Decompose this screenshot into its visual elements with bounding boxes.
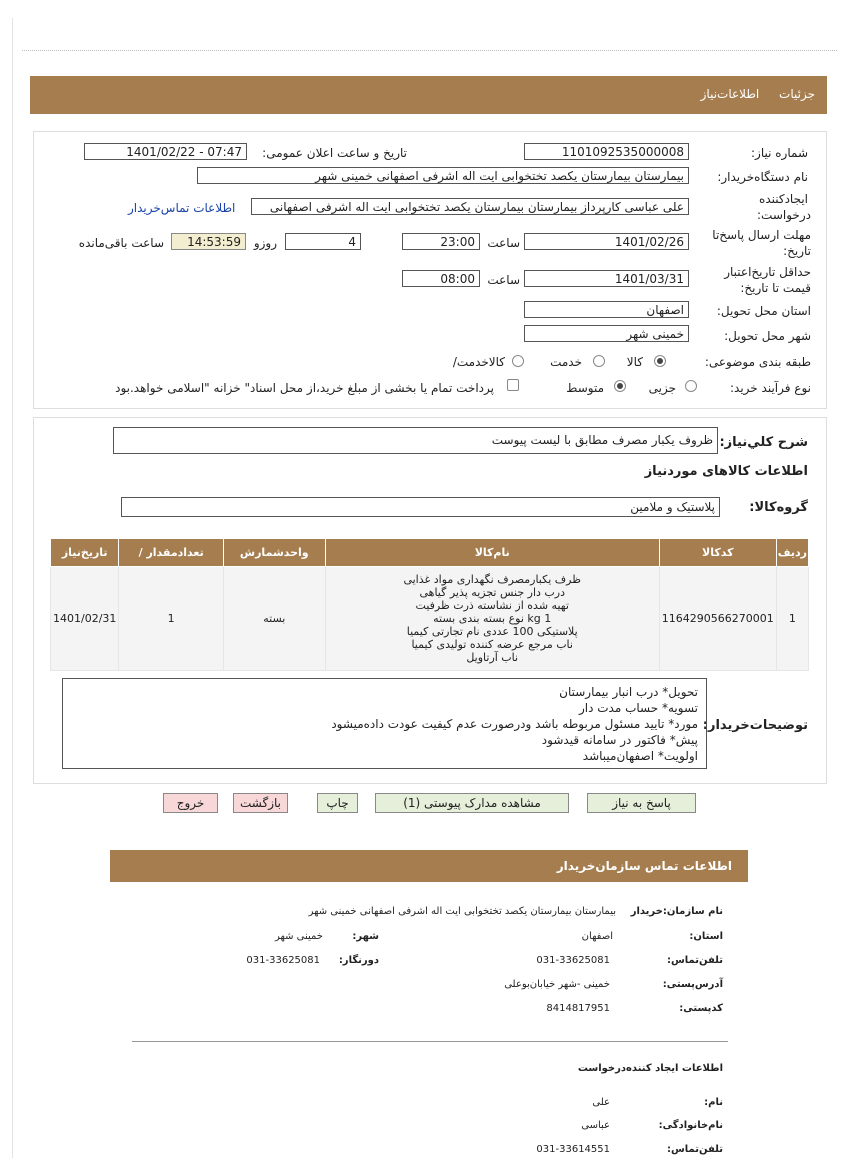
row-number: 1 xyxy=(776,567,808,671)
row-name xyxy=(325,567,659,671)
buyer-notes-label: توضیحات‌خریدار: xyxy=(702,718,808,733)
validity-date-field: 1401/03/31 xyxy=(524,270,689,287)
header-tabs xyxy=(685,87,815,101)
creator-first-name-value: علی xyxy=(592,1097,610,1108)
deadline-time-label: ساعت xyxy=(487,236,520,250)
days-label: روزو xyxy=(253,236,277,250)
col-qty: تعدادمقدار / xyxy=(119,539,224,567)
contact-address-value: خمینی -شهر خیابان‌بوعلی xyxy=(504,979,610,990)
creator-last-name-label: نام‌خانوادگی: xyxy=(658,1120,723,1131)
contact-postal-value: 8414817951 xyxy=(546,1003,610,1014)
process-label: نوع فرآیند خرید: xyxy=(730,381,811,395)
row-code: 1164290566270001 xyxy=(659,567,776,671)
remaining-time-label: ساعت باقی‌مانده xyxy=(78,236,164,250)
contact-province-value: اصفهان xyxy=(581,931,613,942)
buyer-contact-link[interactable]: اطلاعات تماس‌خریدار xyxy=(128,201,236,215)
note-line: تحویل* درب انبار بیمارستان xyxy=(559,685,698,699)
table-row xyxy=(51,567,809,671)
note-line: اولویت* اصفهان‌میباشد xyxy=(582,749,698,763)
goods-group-label: گروه‌کالا: xyxy=(749,500,808,515)
summary-title-label: شرح کلي‌نیاز: xyxy=(719,435,808,450)
goods-table-header xyxy=(51,539,809,567)
summary-title-field: ظروف یکبار مصرف مطابق با لیست پیوست xyxy=(113,427,718,454)
note-line: مورد* تایید مسئول مربوطه باشد ودرصورت عدم کیفیت عودت داده‌میشود xyxy=(331,717,698,731)
category-service-radio[interactable] xyxy=(593,355,605,367)
buyer-notes-box xyxy=(62,678,707,769)
contact-postal-label: کد‌پستی: xyxy=(679,1003,723,1014)
row-unit: بسته xyxy=(223,567,325,671)
row-name-line: درب دار جنس تجزیه پذیر گیاهی xyxy=(419,586,565,599)
col-name: نام‌کالا xyxy=(325,539,659,567)
contact-heading-bar xyxy=(110,850,748,882)
exit-button[interactable]: خروج xyxy=(163,793,218,813)
treasury-payment-checkbox[interactable] xyxy=(507,379,519,391)
process-medium-label: متوسط xyxy=(566,381,604,395)
col-code: کدکالا xyxy=(659,539,776,567)
note-line: تسویه* حساب مدت دار xyxy=(578,701,698,715)
goods-group-field: پلاستیک و ملامین xyxy=(121,497,720,517)
validity-label-line2: قیمت تا تاریخ: xyxy=(740,281,811,295)
announce-datetime-field: 1401/02/22 - 07:47 xyxy=(84,143,247,160)
header-bar xyxy=(30,76,827,114)
top-dotted-divider xyxy=(22,50,837,51)
contact-org-value: بیمارستان بیمارستان یکصد تختخوابی ایت اله اشرفی اصفهانی خمینی شهر xyxy=(308,906,616,917)
creator-phone-value: 031-33614551 xyxy=(536,1144,610,1155)
deadline-label-line2: تاریخ: xyxy=(783,244,811,258)
category-goods-service-label: کالاخدمت/ xyxy=(452,355,505,369)
need-number-label: شماره نیاز: xyxy=(751,146,808,160)
category-goods-radio[interactable] xyxy=(654,355,666,367)
row-name-line: ناب آرتاویل xyxy=(466,651,519,664)
contact-phone-value: 031-33625081 xyxy=(536,955,610,966)
process-partial-radio[interactable] xyxy=(685,380,697,392)
contact-phone-label: تلفن‌تماس: xyxy=(666,955,723,966)
view-attachments-button[interactable]: مشاهده مدارک پیوستی (1) xyxy=(375,793,569,813)
treasury-payment-note: پرداخت تمام یا بخشی از مبلغ خرید،از محل اسناد" خزانه "اسلامی خواهد.بود xyxy=(115,381,494,395)
page-left-rule xyxy=(12,18,13,1158)
province-label: استان محل تحویل: xyxy=(716,304,811,318)
creator-phone-label: تلفن‌تماس: xyxy=(666,1144,723,1155)
contact-divider xyxy=(132,1041,728,1042)
province-field: اصفهان xyxy=(524,301,689,318)
row-date: 1401/02/31 xyxy=(51,567,119,671)
category-goods-service-radio[interactable] xyxy=(512,355,524,367)
row-name-line: تهیه شده از نشاسته ذرت ظرفیت xyxy=(415,599,569,612)
col-unit: واحدشمارش xyxy=(223,539,325,567)
row-name-line: 1 kg نوع بسته بندی بسته xyxy=(433,612,552,625)
deadline-label-line1: مهلت ارسال پاسخ‌تا xyxy=(712,228,811,242)
row-name-line: پلاستیکی 100 عددی نام تجارتی کیمیا xyxy=(406,625,578,638)
category-goods-label: کالا xyxy=(626,355,643,369)
remaining-time-field: 14:53:59 xyxy=(171,233,246,250)
contact-fax-label: دورنگار: xyxy=(338,955,379,966)
row-qty: 1 xyxy=(119,567,224,671)
creator-field: علی عباسی کارپرداز بیمارستان بیمارستان یکصد تختخوابی ایت اله اشرفی اصفهانی xyxy=(251,198,689,215)
creator-label-line2: درخواست: xyxy=(757,208,811,222)
deadline-date-field: 1401/02/26 xyxy=(524,233,689,250)
city-label: شهر محل تحویل: xyxy=(724,329,811,343)
col-date: تاریخ‌نیاز xyxy=(51,539,119,567)
validity-time-label: ساعت xyxy=(487,273,520,287)
contact-city-label: شهر: xyxy=(352,931,379,942)
announce-label: تاریخ و ساعت اعلان عمومی: xyxy=(262,146,407,160)
tab-details[interactable]: جزئیات xyxy=(779,87,815,101)
row-name-line: ظرف یکبارمصرف نگهداری مواد غذایی xyxy=(403,573,581,586)
contact-heading: اطلاعات تماس سازمان‌خریدار xyxy=(556,859,732,873)
creator-first-name-label: نام: xyxy=(704,1097,723,1108)
contact-province-label: استان: xyxy=(689,931,723,942)
contact-org-label: نام سازمان:خریدار xyxy=(630,906,723,917)
contact-fax-value: 031-33625081 xyxy=(246,955,320,966)
col-row: ردیف xyxy=(776,539,808,567)
goods-info-heading: اطلاعات کالاهای موردنیاز xyxy=(644,464,808,479)
buyer-org-field: بیمارستان بیمارستان یکصد تختخوابی ایت اله اشرفی اصفهانی خمینی شهر xyxy=(197,167,689,184)
creator-info-heading: اطلاعات ایجاد کننده‌درخواست xyxy=(577,1063,723,1074)
row-name-line: ناب مرجع عرضه کننده تولیدی کیمیا xyxy=(411,638,573,651)
note-line: پیش* فاکتور در سامانه قیدشود xyxy=(541,733,698,747)
print-button[interactable]: چاپ xyxy=(317,793,358,813)
category-label: طبقه بندی موضوعی: xyxy=(704,355,811,369)
reply-button[interactable]: پاسخ به نیاز xyxy=(587,793,696,813)
need-number-field: 1101092535000008 xyxy=(524,143,689,160)
goods-table xyxy=(50,538,809,671)
creator-label-line1: ایجادکننده xyxy=(759,192,808,206)
tab-need-info[interactable]: اطلاعات‌نیاز xyxy=(700,87,760,101)
deadline-time-field: 23:00 xyxy=(402,233,480,250)
process-partial-label: جزیی xyxy=(648,381,676,395)
creator-last-name-value: عباسی xyxy=(581,1120,610,1131)
validity-label-line1: حداقل تاریخ‌اعتبار xyxy=(724,265,811,279)
buyer-org-label: نام دستگاه‌خریدار: xyxy=(717,170,808,184)
contact-city-value: خمینی شهر xyxy=(274,931,323,942)
city-field: خمینی شهر xyxy=(524,325,689,342)
contact-address-label: آدرس‌پستی: xyxy=(662,979,723,990)
validity-time-field: 08:00 xyxy=(402,270,480,287)
category-service-label: خدمت xyxy=(550,355,582,369)
back-button[interactable]: بازگشت xyxy=(233,793,288,813)
days-remaining-field: 4 xyxy=(285,233,361,250)
process-medium-radio[interactable] xyxy=(614,380,626,392)
